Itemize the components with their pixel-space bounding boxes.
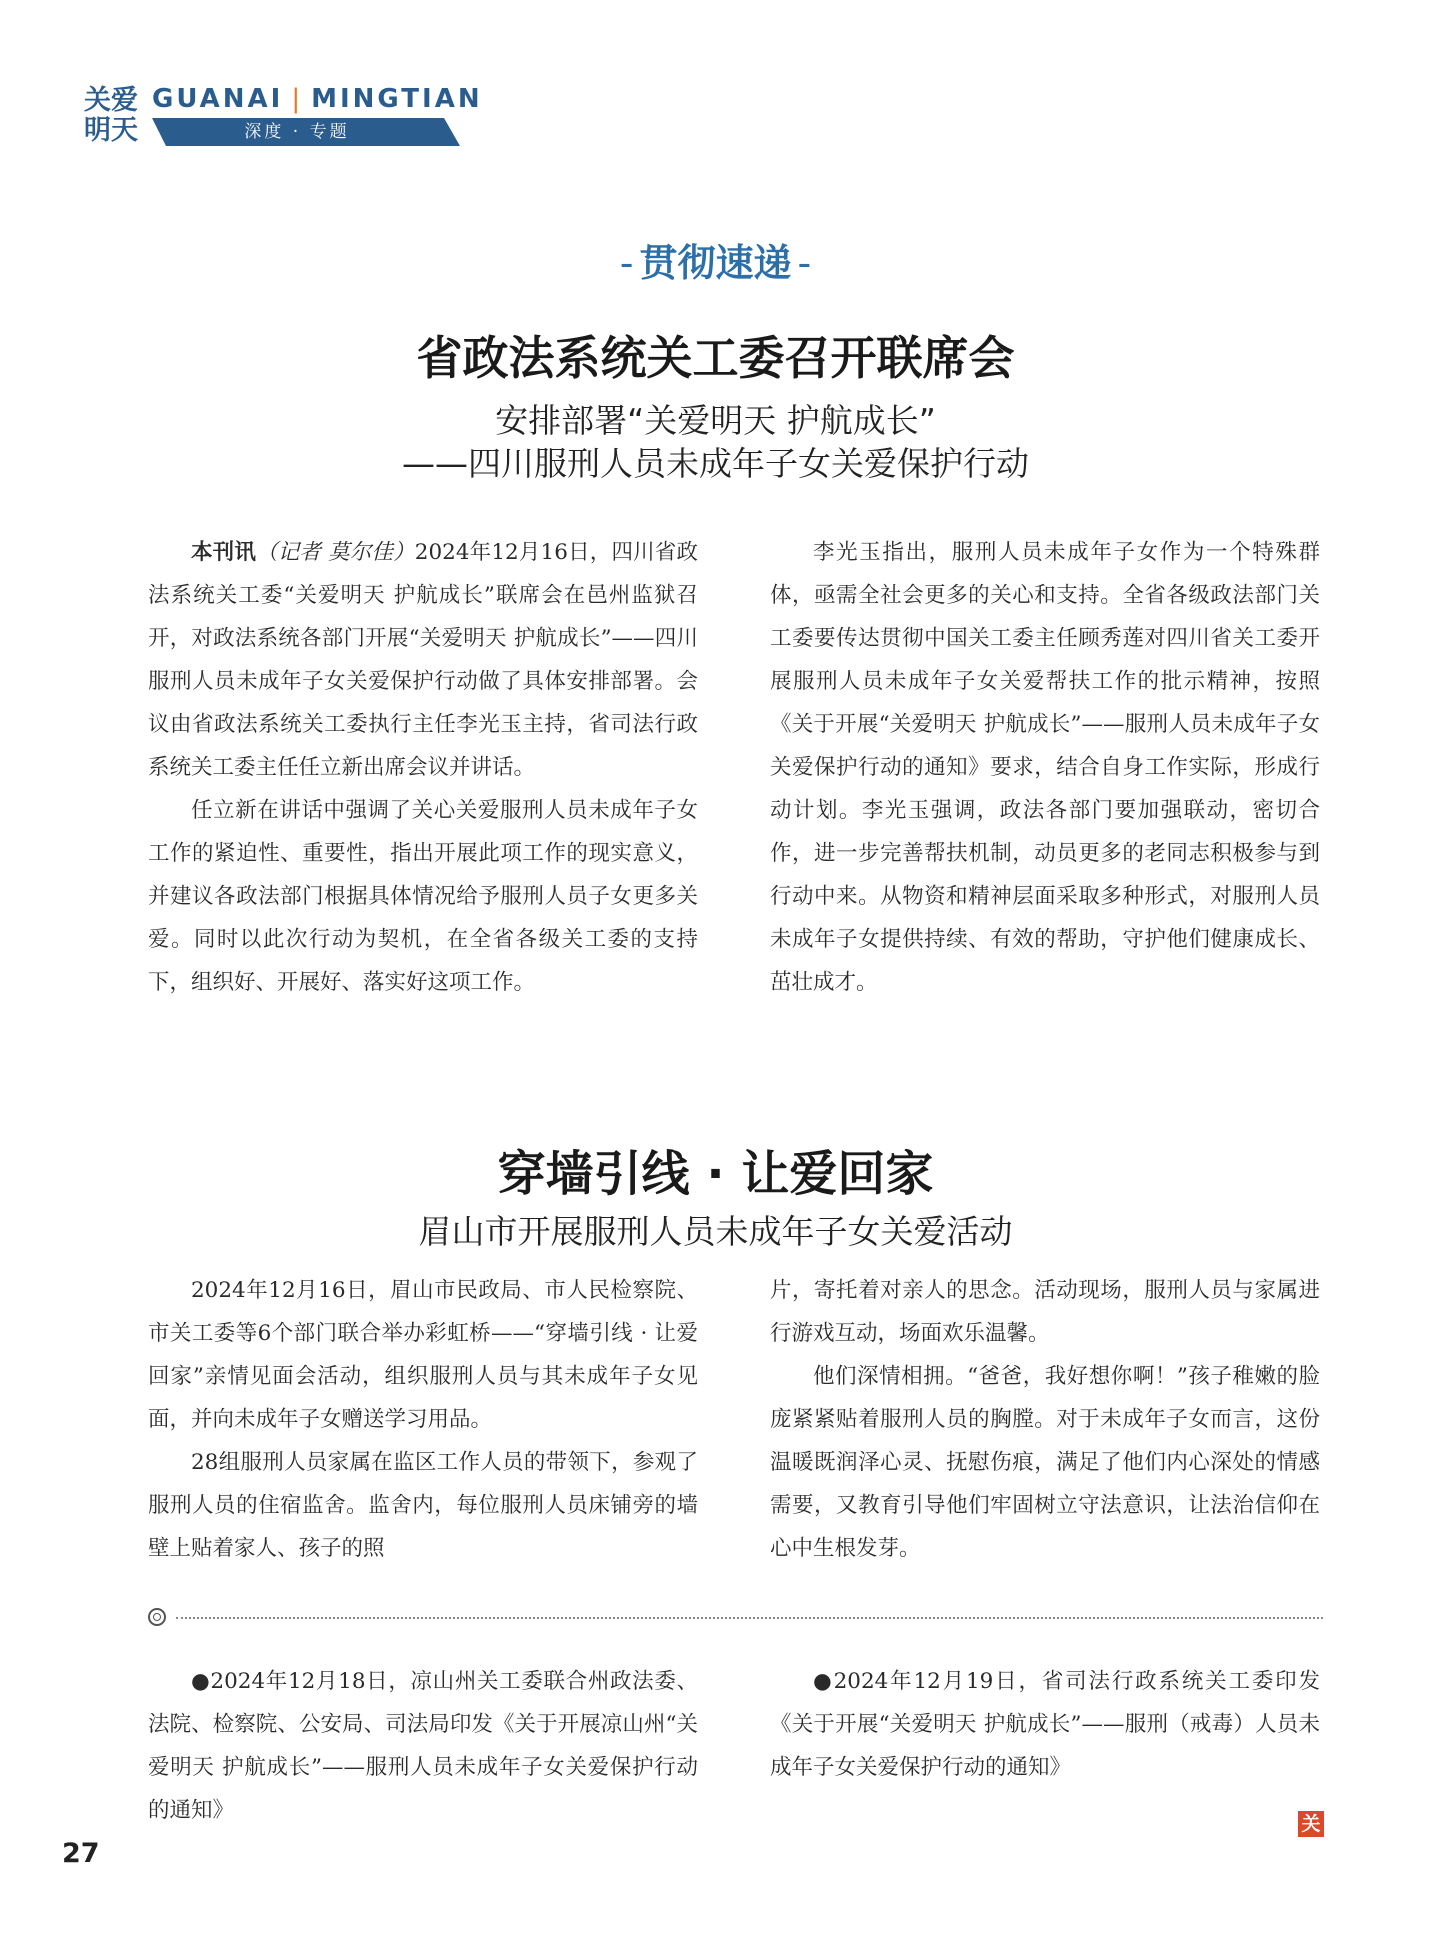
page-number: 27 [62,1838,100,1869]
article1-lead: 本刊讯 [191,540,257,565]
logo-chinese: 关爱明天 [84,85,138,146]
logo-english [152,84,483,114]
article1-subtitle-line2: ——四川服刑人员未成年子女关爱保护行动 [402,444,1029,483]
article1-paragraph-1 [148,531,698,789]
corner-logo-mark: 关 [1298,1811,1324,1837]
section-dash-left: - [619,241,634,285]
article1-title: 省政法系统关工委召开联席会 [416,331,1015,385]
article2-subtitle: 眉山市开展服刑人员未成年子女关爱活动 [418,1212,1013,1251]
article2-paragraph-2: 28组服刑人员家属在监区工作人员的带领下，参观了服刑人员的住宿监舍。监舍内，每位服刑人员床铺旁的墙壁上贴着家人、孩子的照 [148,1450,698,1561]
article1-paragraph-3: 李光玉指出，服刑人员未成年子女作为一个特殊群体，亟需全社会更多的关心和支持。全省各级政法部门关工委要传达贯彻中国关工委主任顾秀莲对四川省关工委开展服刑人员未成年子女关爱帮扶工作的批示精神，按照《关于开展“关爱明天 护航成长”——服刑人员未成年子女关爱保护行动的通知》要求，结合自身工作实际，形成行动计划。李光玉强调，政法各部门要加强联动，密切合作，进一步完善帮扶机制，动员更多的老同志积极参与到行动中来。从物资和精神层面采取多种形式，对服刑人员未成年子女提供持续、有效的帮助，守护他们健康成长、茁壮成才。 [770,540,1320,995]
logo-banner-text: 深度 · 专题 [244,122,350,142]
article1-column-left [148,531,698,1004]
section-divider [148,1608,1323,1626]
brief-right-text: ●2024年12月19日，省司法行政系统关工委印发《关于开展“关爱明天 护航成长”——服刑（戒毒）人员未成年子女关爱保护行动的通知》 [770,1669,1320,1780]
article2-paragraph-2-continued: 片，寄托着对亲人的思念。活动现场，服刑人员与家属进行游戏互动，场面欢乐温馨。 [770,1278,1320,1346]
article2-column-right [770,1269,1320,1570]
brief-left [148,1660,698,1832]
article1-byline: （记者 莫尔佳） [256,540,415,565]
article2-paragraph-1: 2024年12月16日，眉山市民政局、市人民检察院、市关工委等6个部门联合举办彩虹桥——“穿墙引线 · 让爱回家”亲情见面会活动，组织服刑人员与其未成年子女见面，并向未成年子女赠送学习用品。 [148,1278,698,1432]
article1-column-right [770,531,1320,1004]
article1-subtitle-line1: 安排部署“关爱明天 护航成长” [495,401,936,440]
article1-paragraph-2: 任立新在讲话中强调了关心关爱服刑人员未成年子女工作的紧迫性、重要性，指出开展此项工作的现实意义，并建议各政法部门根据具体情况给予服刑人员子女更多关爱。同时以此次行动为契机，在全省各级关工委的支持下，组织好、开展好、落实好这项工作。 [148,798,698,995]
logo-english-left: GUANAI [152,84,284,114]
brief-right [770,1660,1320,1789]
divider-circle-icon [148,1608,166,1626]
article2-paragraph-3: 他们深情相拥。“爸爸，我好想你啊！”孩子稚嫩的脸庞紧紧贴着服刑人员的胸膛。对于未成年子女而言，这份温暖既润泽心灵、抚慰伤痕，满足了他们内心深处的情感需要，又教育引导他们牢固树立守法意识，让法治信仰在心中生根发芽。 [770,1364,1320,1561]
article2-title: 穿墙引线 · 让爱回家 [497,1146,934,1202]
logo-separator: | [291,84,304,114]
logo-english-right: MINGTIAN [311,84,483,114]
divider-dotted-line [176,1617,1323,1619]
article1-paragraph-1-text: 2024年12月16日，四川省政法系统关工委“关爱明天 护航成长”联席会在邑州监狱召开，对政法系统各部门开展“关爱明天 护航成长”——四川服刑人员未成年子女关爱保护行动做了具体安排部署。会议由省政法系统关工委执行主任李光玉主持，省司法行政系统关工委主任任立新出席会议并讲话。 [148,540,698,780]
section-tag-text: 贯彻速递 [639,241,792,285]
article2-column-left [148,1269,698,1570]
section-dash-right: - [797,241,812,285]
section-heading [0,232,1431,287]
brief-left-text: ●2024年12月18日，凉山州关工委联合州政法委、法院、检察院、公安局、司法局印发《关于开展凉山州“关爱明天 护航成长”——服刑人员未成年子女关爱保护行动的通知》 [148,1669,698,1823]
